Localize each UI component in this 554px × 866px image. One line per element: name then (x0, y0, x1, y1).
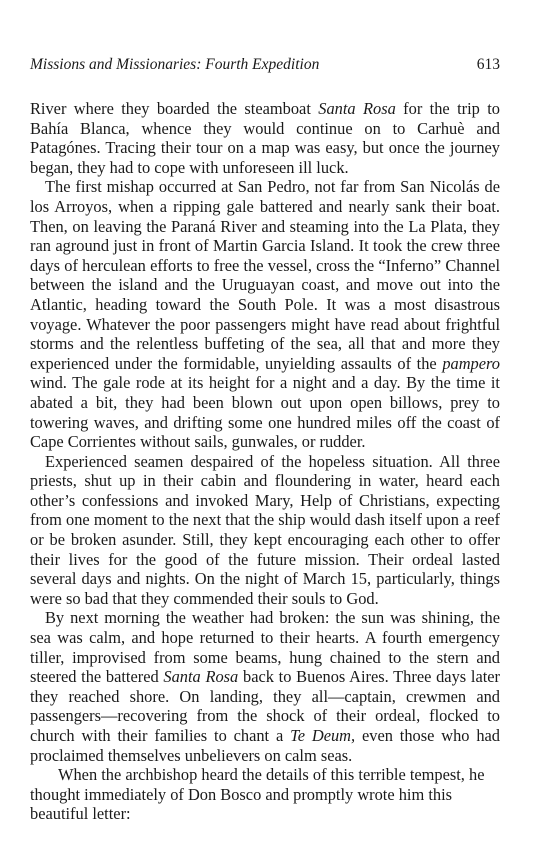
body-text (30, 99, 500, 824)
running-title: Missions and Missionaries: Fourth Expedition (30, 56, 320, 73)
paragraph-2 (30, 177, 500, 451)
ship-name: Santa Rosa (163, 667, 239, 687)
text-run: even those who had proclaimed themselves unbelievers on calm seas. (30, 726, 500, 765)
paragraph-1 (30, 99, 500, 177)
book-page (30, 0, 526, 866)
running-head (30, 54, 526, 76)
text-run: back to Buenos Aires. Three days later they reached shore. On landing, they all—captain, crewmen and passengers—recovering from the shock of their ordeal, flocked to church with their families to chant a (30, 667, 500, 745)
text-run: River where they boarded the steamboat (30, 99, 319, 118)
text-run: for the trip to Bahía Blanca, whence they would continue on to Carhuè and Patagónes. Tracing their tour on a map was easy, but once the journey began, they had to cope with unforeseen ill luck. (30, 99, 500, 177)
text-run: wind. The gale rode at its height for a night and a day. By the time it abated a bit, they had been blown out upon open billows, prey to towering waves, and drifting some one hundred miles off the coast of Cape Corrientes without sails, gunwales, or rudder. (30, 373, 500, 452)
paragraph-3 (30, 452, 500, 609)
page-number: 613 (476, 56, 500, 73)
text-run: When the archbishop heard the details of this terrible tempest, he thought immediately of Don Bosco and promptly wrote him this beautiful letter: (30, 765, 485, 824)
text-run: Experienced seamen despaired of the hopeless situation. All three priests, shut up in their cabin and floundering in water, heard each other’s confessions and invoked Mary, Help of Christians, expecting from one moment to the next that the ship would dash itself upon a reef or be broken asunder. Still, they kept encouraging each other to offer their lives for the good of the future mission. Their ordeal lasted several days and nights. On the night of March 15, particularly, things were so bad that they commended their souls to God. (30, 451, 500, 608)
text-run: By next morning the weather had broken: the sun was shining, the sea was calm, and hope returned to their hearts. A fourth emergency tiller, improvised from some beams, hung chained to the stern and steered the battered (30, 608, 500, 687)
text-run: The first mishap occurred at San Pedro, not far from San Nicolás de los Arroyos, when a ripping gale battered and nearly sank their boat. Then, on leaving the Paraná River and steaming into the La Plata, they ran aground just in front of Martin Garcia Island. It took the crew three days of herculean efforts to free the vessel, cross the “Inferno” Channel between the island and the Uruguayan coast, and move out into the Atlantic, heading toward the South Pole. It was a most disastrous voyage. Whatever the poor passengers might have read about frightful storms and the relentless buffeting of the sea, all that and more they experienced under the formidable, unyielding assaults of the (30, 177, 500, 373)
wind-name: pampero (442, 353, 500, 373)
paragraph-4 (30, 608, 500, 765)
ship-name: Santa Rosa (318, 99, 396, 118)
paragraph-5 (30, 765, 500, 824)
hymn-name: Te Deum, (290, 726, 356, 745)
